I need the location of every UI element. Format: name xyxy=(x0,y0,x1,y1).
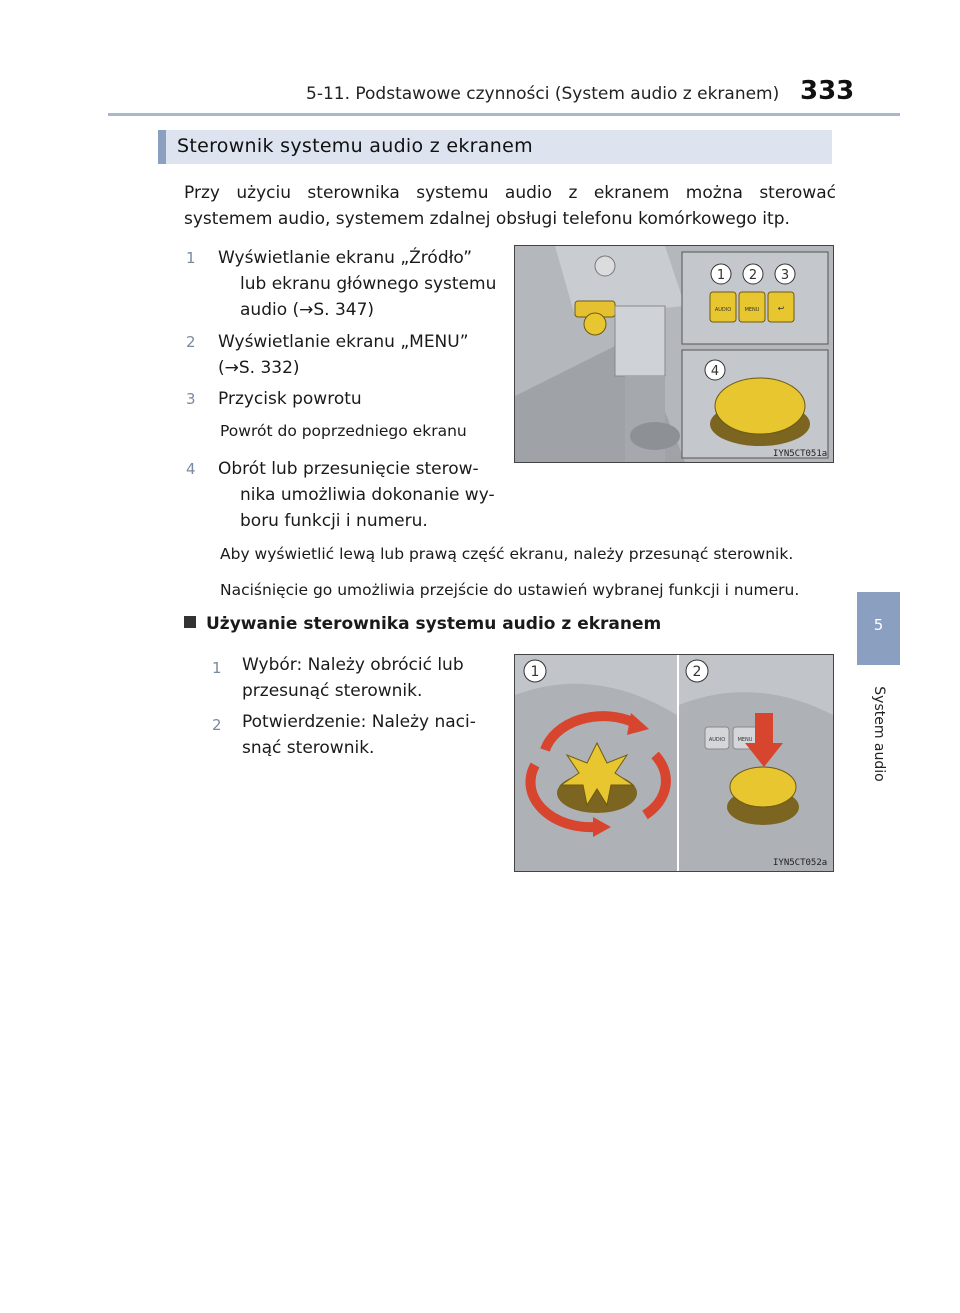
page-number: 333 xyxy=(800,76,855,106)
item-number: 4 xyxy=(186,460,196,478)
fig1-button-label: ↩ xyxy=(777,304,785,313)
square-bullet-icon xyxy=(184,616,196,628)
note-back: Powrót do poprzedniego ekranu xyxy=(220,422,467,440)
usage-figure xyxy=(514,654,834,872)
chapter-number: 5 xyxy=(873,616,884,634)
note-press: Naciśnięcie go umożliwia przejście do ustawień wybranej funkcji i numeru. xyxy=(220,581,800,599)
item-text: Wybór: Należy obrócić lub przesunąć sterownik. xyxy=(242,655,464,701)
item-text: Przycisk powrotu xyxy=(218,389,362,409)
item-number: 1 xyxy=(186,249,196,267)
intro-paragraph: Przy użyciu sterownika systemu audio z ekranem można sterować systemem audio, systemem zdalnej obsługi telefonu komórkowego itp. xyxy=(184,183,836,229)
fig1-callout: 4 xyxy=(710,364,720,379)
fig1-callout: 2 xyxy=(748,268,758,283)
chapter-label-box xyxy=(868,680,886,790)
fig2-callout: 1 xyxy=(530,664,540,680)
subsection-heading: Używanie sterownika systemu audio z ekranem xyxy=(184,614,661,634)
running-header: 5-11. Podstawowe czynności (System audio z ekranem) xyxy=(306,84,780,104)
item-text: Wyświetlanie ekranu „MENU” (→S. 332) xyxy=(218,332,469,378)
figure-code: IYN5CT052a xyxy=(773,858,828,868)
fig1-callout: 1 xyxy=(716,268,726,283)
item-text: Obrót lub przesunięcie sterow- nika umożliwia dokonanie wy- boru funkcji i numeru. xyxy=(218,459,495,531)
item-text: Potwierdzenie: Należy naci- snąć sterownik. xyxy=(242,712,476,758)
note-shift: Aby wyświetlić lewą lub prawą część ekranu, należy przesunąć sterownik. xyxy=(220,545,794,563)
item-number: 2 xyxy=(212,716,222,734)
usage-illustration xyxy=(515,655,833,871)
chapter-label: System audio xyxy=(871,686,887,782)
item-number: 3 xyxy=(186,390,196,408)
figure-code: IYN5CT051a xyxy=(773,449,828,459)
fig2-button-label: AUDIO xyxy=(708,737,726,743)
controller-illustration xyxy=(515,246,833,462)
section-heading-bar xyxy=(158,130,832,164)
fig2-button-label: MENU xyxy=(737,737,753,743)
item-number: 1 xyxy=(212,659,222,677)
section-title: Sterownik systemu audio z ekranem xyxy=(177,135,533,157)
item-number: 2 xyxy=(186,333,196,351)
chapter-tab xyxy=(857,592,900,665)
fig1-callout: 3 xyxy=(780,268,790,283)
fig2-callout: 2 xyxy=(692,664,702,680)
fig1-button-label: AUDIO xyxy=(714,307,732,313)
fig1-button-label: MENU xyxy=(744,307,760,313)
header-rule xyxy=(108,113,900,116)
controller-figure xyxy=(514,245,834,463)
item-text: Wyświetlanie ekranu „Źródło” lub ekranu głównego systemu audio (→S. 347) xyxy=(218,248,497,320)
